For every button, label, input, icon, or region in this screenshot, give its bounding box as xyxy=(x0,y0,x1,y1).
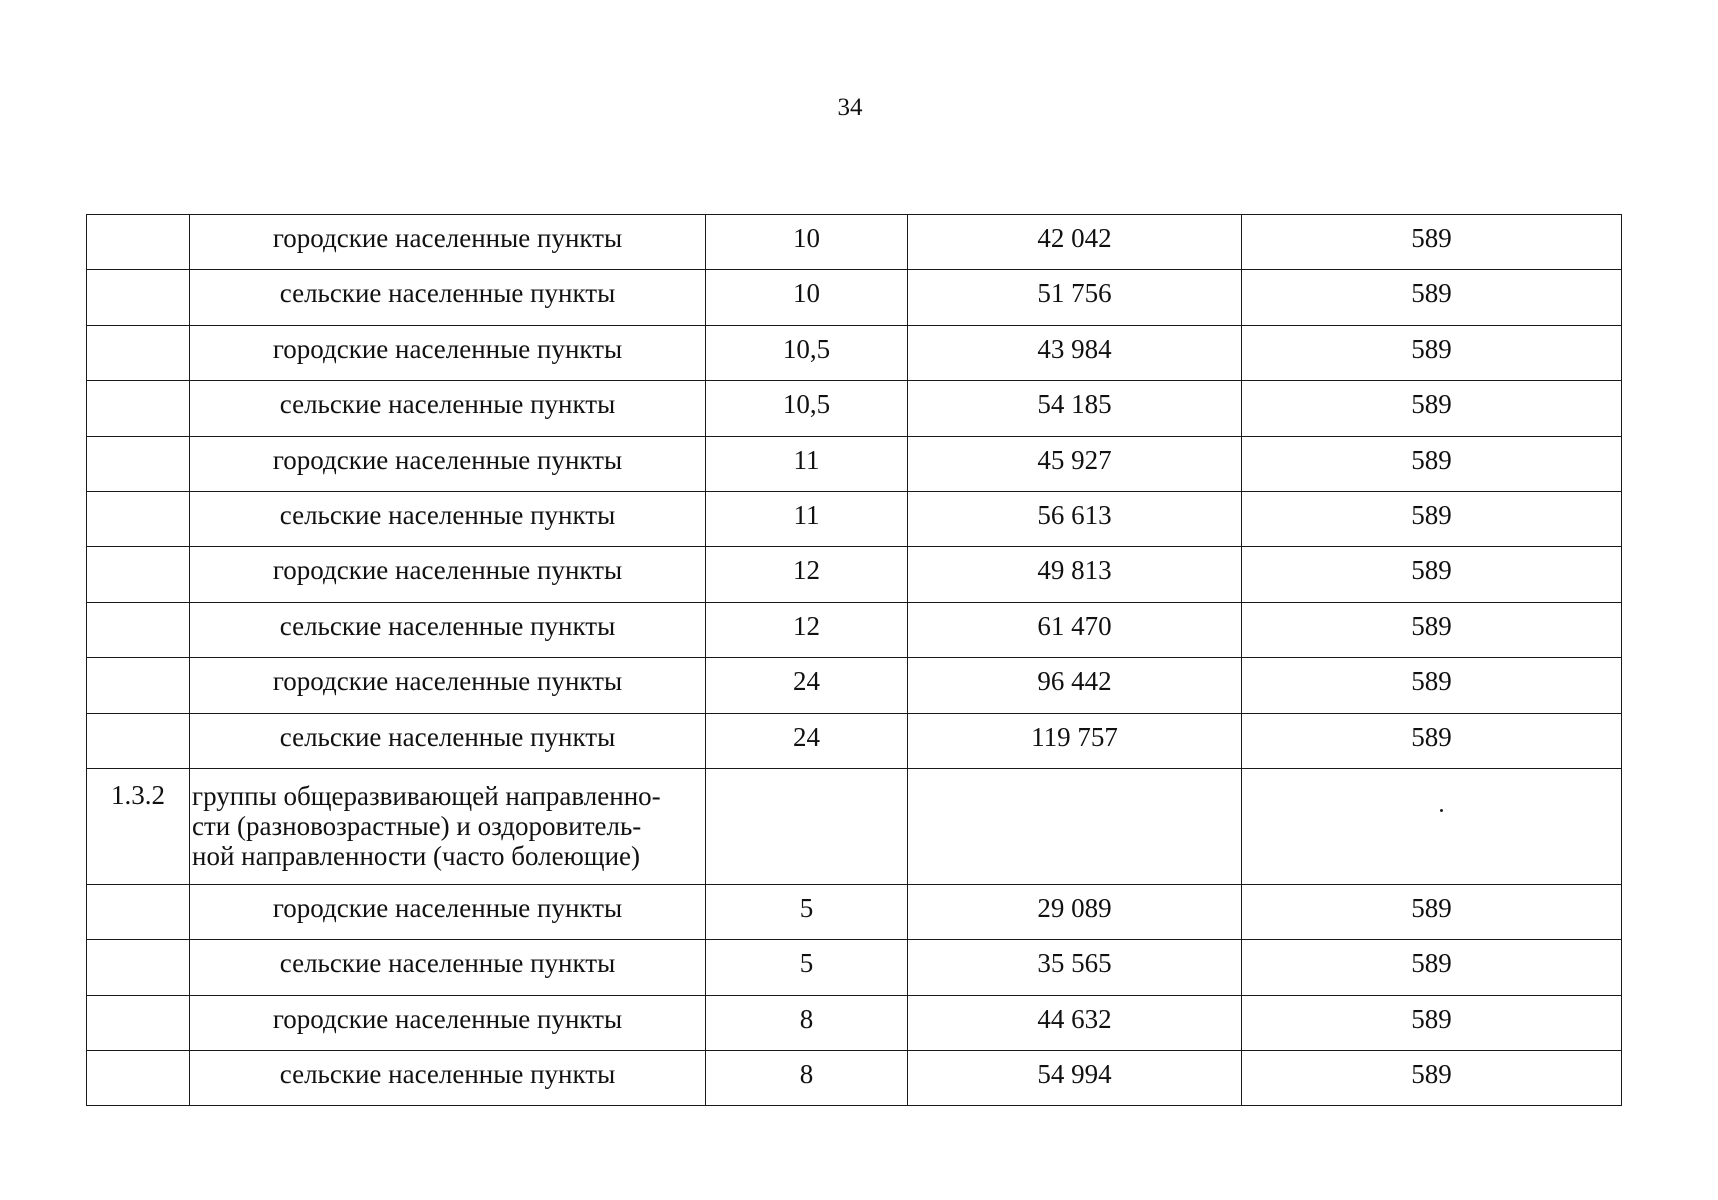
table-row xyxy=(87,215,1622,270)
category-cell: городские населенные пункты xyxy=(190,884,706,939)
row-number-cell xyxy=(87,602,190,657)
hours-cell: 5 xyxy=(706,940,908,995)
row-number-cell xyxy=(87,270,190,325)
value-cell: 589 xyxy=(1242,547,1622,602)
cost-cell: 51 756 xyxy=(908,270,1242,325)
table-row xyxy=(87,491,1622,546)
row-number-cell xyxy=(87,940,190,995)
value-cell: 589 xyxy=(1242,491,1622,546)
table-body xyxy=(87,215,1622,1106)
value-cell: 589 xyxy=(1242,1051,1622,1106)
hours-cell: 24 xyxy=(706,713,908,768)
category-cell: городские населенные пункты xyxy=(190,547,706,602)
category-cell: сельские населенные пункты xyxy=(190,602,706,657)
section-title-line: ной направленности (часто болеющие) xyxy=(192,840,641,871)
value-cell: 589 xyxy=(1242,215,1622,270)
table-row xyxy=(87,940,1622,995)
section-row xyxy=(87,768,1622,884)
value-cell: 589 xyxy=(1242,602,1622,657)
category-cell: сельские населенные пункты xyxy=(190,940,706,995)
value-cell: 589 xyxy=(1242,995,1622,1050)
table-row xyxy=(87,713,1622,768)
row-number-cell xyxy=(87,995,190,1050)
row-number-cell xyxy=(87,491,190,546)
table-row xyxy=(87,325,1622,380)
tariff-table xyxy=(86,214,1622,1106)
row-number-cell xyxy=(87,381,190,436)
value-cell: 589 xyxy=(1242,658,1622,713)
section-title-line: сти (разновозрастные) и оздоровитель- xyxy=(192,810,642,841)
category-cell: городские населенные пункты xyxy=(190,215,706,270)
cost-cell: 56 613 xyxy=(908,491,1242,546)
value-cell: 589 xyxy=(1242,325,1622,380)
section-number: 1.3.2 xyxy=(87,768,190,884)
hours-cell: 10 xyxy=(706,270,908,325)
value-cell: 589 xyxy=(1242,884,1622,939)
value-cell: 589 xyxy=(1242,270,1622,325)
hours-cell: 5 xyxy=(706,884,908,939)
value-cell: 589 xyxy=(1242,436,1622,491)
cost-cell: 35 565 xyxy=(908,940,1242,995)
value-cell: 589 xyxy=(1242,381,1622,436)
value-cell xyxy=(1242,768,1622,884)
row-number-cell xyxy=(87,325,190,380)
table-row xyxy=(87,270,1622,325)
category-cell: сельские населенные пункты xyxy=(190,381,706,436)
section-title xyxy=(190,768,706,884)
cost-cell: 45 927 xyxy=(908,436,1242,491)
cost-cell: 43 984 xyxy=(908,325,1242,380)
hours-cell: 8 xyxy=(706,1051,908,1106)
category-cell: городские населенные пункты xyxy=(190,436,706,491)
row-number-cell xyxy=(87,713,190,768)
category-cell: городские населенные пункты xyxy=(190,658,706,713)
section-title-line: группы общеразвивающей направленно- xyxy=(192,780,661,811)
value-cell: 589 xyxy=(1242,940,1622,995)
category-cell: сельские населенные пункты xyxy=(190,1051,706,1106)
category-cell: сельские населенные пункты xyxy=(190,491,706,546)
cost-cell: 54 994 xyxy=(908,1051,1242,1106)
cost-cell: 96 442 xyxy=(908,658,1242,713)
cost-cell xyxy=(908,768,1242,884)
hours-cell: 12 xyxy=(706,547,908,602)
hours-cell: 24 xyxy=(706,658,908,713)
cost-cell: 29 089 xyxy=(908,884,1242,939)
cost-cell: 119 757 xyxy=(908,713,1242,768)
category-cell: городские населенные пункты xyxy=(190,995,706,1050)
hours-cell: 12 xyxy=(706,602,908,657)
category-cell: сельские населенные пункты xyxy=(190,713,706,768)
hours-cell xyxy=(706,768,908,884)
table-row xyxy=(87,995,1622,1050)
value-cell: 589 xyxy=(1242,713,1622,768)
category-cell: сельские населенные пункты xyxy=(190,270,706,325)
cost-cell: 42 042 xyxy=(908,215,1242,270)
row-number-cell xyxy=(87,547,190,602)
row-number-cell xyxy=(87,215,190,270)
cost-cell: 61 470 xyxy=(908,602,1242,657)
table-row xyxy=(87,436,1622,491)
row-number-cell xyxy=(87,1051,190,1106)
cost-cell: 44 632 xyxy=(908,995,1242,1050)
category-cell: городские населенные пункты xyxy=(190,325,706,380)
table-row xyxy=(87,547,1622,602)
page-number: 34 xyxy=(837,94,863,121)
hours-cell: 8 xyxy=(706,995,908,1050)
row-number-cell xyxy=(87,658,190,713)
table-row xyxy=(87,884,1622,939)
hours-cell: 11 xyxy=(706,491,908,546)
row-number-cell xyxy=(87,436,190,491)
hours-cell: 10,5 xyxy=(706,381,908,436)
scan-speck xyxy=(1440,809,1443,812)
hours-cell: 10,5 xyxy=(706,325,908,380)
cost-cell: 54 185 xyxy=(908,381,1242,436)
row-number-cell xyxy=(87,884,190,939)
hours-cell: 11 xyxy=(706,436,908,491)
table-row xyxy=(87,381,1622,436)
table-row xyxy=(87,1051,1622,1106)
table-row xyxy=(87,658,1622,713)
table-row xyxy=(87,602,1622,657)
cost-cell: 49 813 xyxy=(908,547,1242,602)
hours-cell: 10 xyxy=(706,215,908,270)
